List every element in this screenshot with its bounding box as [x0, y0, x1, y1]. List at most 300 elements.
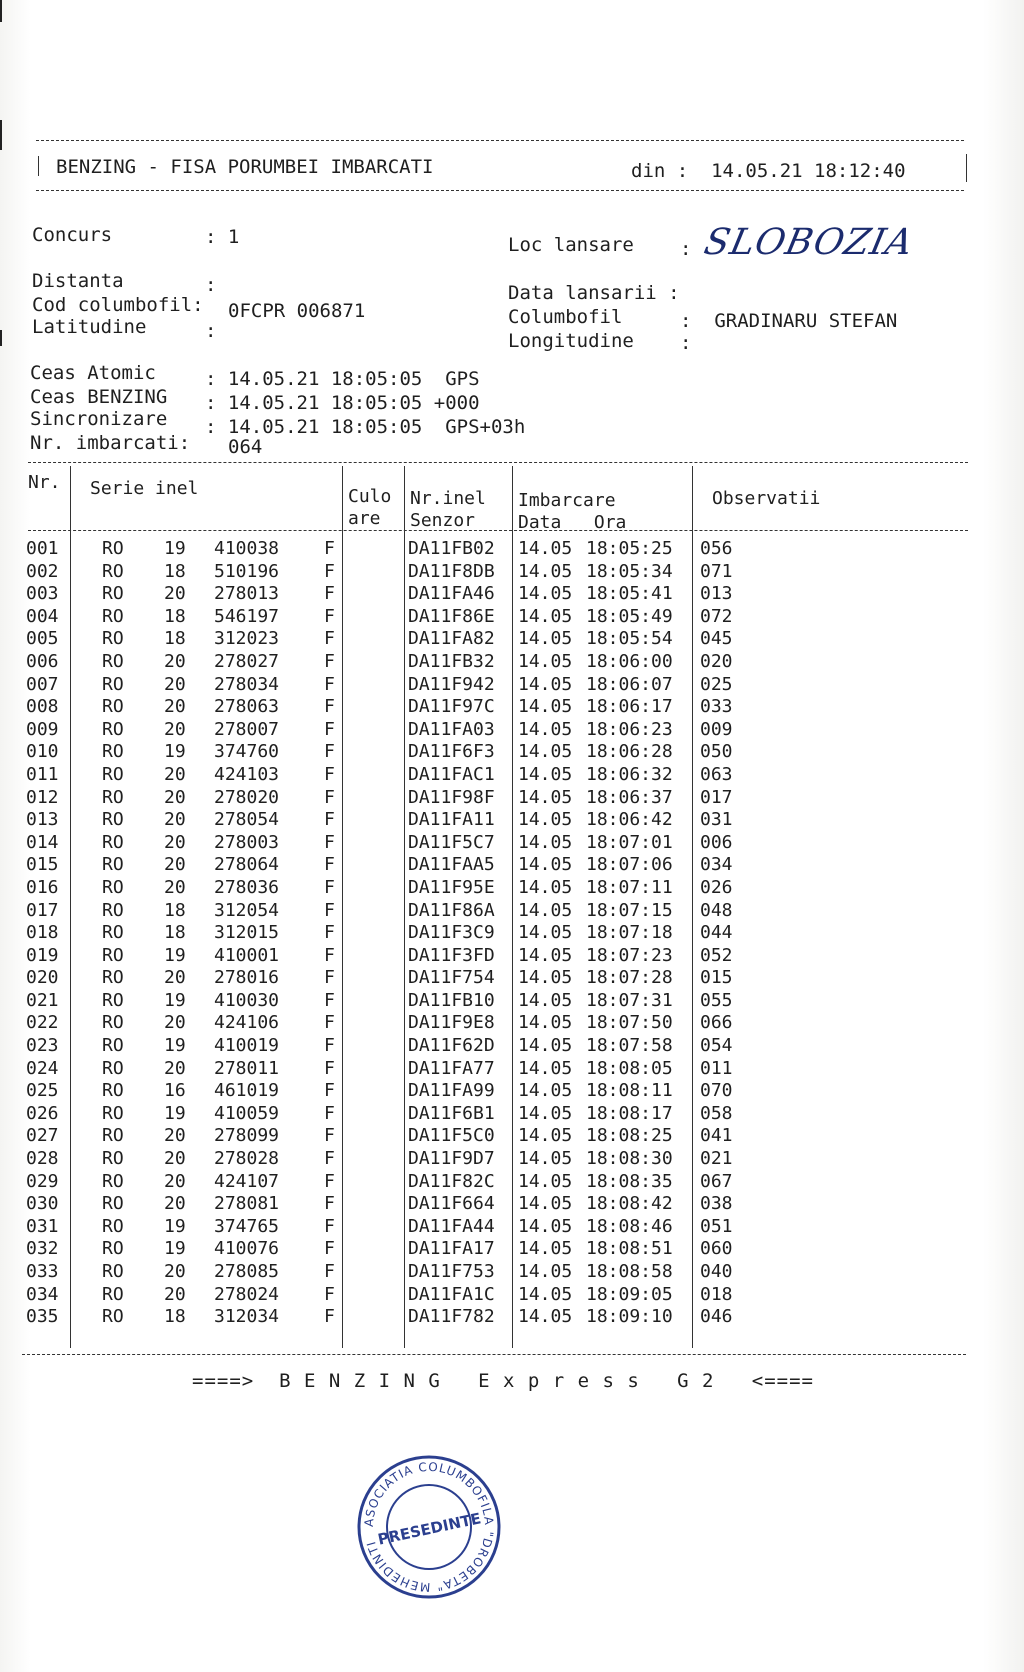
row-year: 20	[164, 763, 186, 785]
row-time: 18:05:25	[586, 538, 673, 559]
table-row	[22, 832, 982, 855]
row-observation: 041	[700, 1125, 733, 1147]
table-row	[22, 854, 982, 877]
row-observation: 070	[700, 1080, 733, 1102]
row-nr: 006	[26, 650, 59, 672]
row-country: RO	[102, 854, 124, 876]
row-sensor-id: DA11FA03	[408, 718, 495, 740]
row-nr: 002	[26, 560, 59, 582]
row-year: 20	[164, 1283, 186, 1305]
row-year: 20	[164, 673, 186, 695]
row-time: 18:09:10	[586, 1306, 673, 1328]
row-observation: 072	[700, 605, 733, 627]
row-nr: 010	[26, 741, 59, 763]
row-year: 19	[164, 1215, 186, 1237]
row-date: 14.05	[518, 650, 573, 672]
row-sex: F	[324, 922, 335, 944]
row-sex: F	[324, 854, 335, 876]
table-row	[22, 719, 982, 742]
row-sex: F	[324, 628, 335, 650]
row-sensor-id: DA11F97C	[408, 696, 495, 718]
row-ring-number: 410001	[214, 944, 280, 966]
row-ring-number: 410030	[214, 989, 280, 1011]
row-nr: 008	[26, 696, 59, 718]
row-year: 19	[164, 741, 186, 763]
concurs-value: : 1	[205, 226, 240, 248]
row-country: RO	[102, 763, 124, 785]
row-nr: 024	[26, 1057, 59, 1079]
row-sex: F	[324, 650, 335, 672]
row-observation: 063	[700, 763, 733, 785]
row-sex: F	[324, 1193, 335, 1215]
header-culoare-1: Culo	[348, 486, 392, 507]
row-year: 20	[164, 831, 186, 853]
row-time: 18:07:31	[586, 989, 673, 1011]
stamp-ring-text: ASOCIATIA COLUMBOFILA "DROBETA" MEHEDINTI	[361, 1459, 497, 1595]
table-row	[22, 741, 982, 764]
row-date: 14.05	[518, 605, 573, 627]
row-observation: 067	[700, 1170, 733, 1192]
header-nrinel-2: Senzor	[410, 510, 476, 531]
row-ring-number: 278028	[214, 1148, 280, 1170]
row-ring-number: 510196	[214, 560, 280, 582]
row-nr: 014	[26, 831, 59, 853]
row-ring-number: 312054	[214, 899, 280, 921]
row-year: 18	[164, 1306, 186, 1328]
row-sex: F	[324, 1148, 335, 1170]
row-date: 14.05	[518, 1102, 573, 1124]
row-ring-number: 278036	[214, 876, 280, 898]
row-year: 20	[164, 1012, 186, 1034]
row-sensor-id: DA11F6F3	[408, 741, 495, 763]
row-time: 18:07:01	[586, 831, 673, 853]
row-year: 19	[164, 944, 186, 966]
row-year: 18	[164, 922, 186, 944]
row-country: RO	[102, 809, 124, 831]
row-ring-number: 278003	[214, 831, 280, 853]
association-stamp	[354, 1452, 504, 1602]
loc-lansare-sep: :	[680, 238, 692, 260]
row-sex: F	[324, 944, 335, 966]
row-observation: 033	[700, 696, 733, 718]
table-row	[22, 922, 982, 945]
row-ring-number: 410076	[214, 1238, 280, 1260]
row-observation: 009	[700, 718, 733, 740]
row-sensor-id: DA11F754	[408, 967, 495, 989]
row-nr: 005	[26, 628, 59, 650]
row-observation: 071	[700, 560, 733, 582]
row-observation: 052	[700, 944, 733, 966]
pigeon-table-body	[22, 538, 982, 1329]
row-time: 18:06:23	[586, 718, 673, 740]
row-time: 18:07:18	[586, 922, 673, 944]
row-observation: 055	[700, 989, 733, 1011]
row-ring-number: 312034	[214, 1306, 280, 1328]
latitudine-value: :	[205, 320, 217, 342]
row-nr: 020	[26, 967, 59, 989]
row-time: 18:08:51	[586, 1238, 673, 1260]
row-nr: 031	[26, 1215, 59, 1237]
row-sensor-id: DA11F5C7	[408, 831, 495, 853]
row-ring-number: 278054	[214, 809, 280, 831]
row-country: RO	[102, 989, 124, 1011]
row-time: 18:08:11	[586, 1080, 673, 1102]
row-nr: 028	[26, 1148, 59, 1170]
row-sex: F	[324, 741, 335, 763]
row-observation: 045	[700, 628, 733, 650]
title-bottom-rule	[36, 190, 964, 191]
row-year: 18	[164, 560, 186, 582]
row-sex: F	[324, 538, 335, 559]
cod-columbofil-label: Cod columbofil:	[32, 294, 204, 316]
row-observation: 031	[700, 809, 733, 831]
scan-edge-mark	[0, 120, 2, 150]
row-year: 19	[164, 538, 186, 559]
row-nr: 004	[26, 605, 59, 627]
row-time: 18:06:00	[586, 650, 673, 672]
row-sex: F	[324, 696, 335, 718]
row-sensor-id: DA11F9E8	[408, 1012, 495, 1034]
row-observation: 066	[700, 1012, 733, 1034]
row-nr: 009	[26, 718, 59, 740]
row-nr: 018	[26, 922, 59, 944]
row-observation: 050	[700, 741, 733, 763]
row-ring-number: 278027	[214, 650, 280, 672]
document-title: BENZING - FISA PORUMBEI IMBARCATI	[56, 156, 434, 178]
row-sensor-id: DA11F82C	[408, 1170, 495, 1192]
row-sex: F	[324, 876, 335, 898]
row-nr: 001	[26, 538, 59, 559]
ceas-benzing-value: : 14.05.21 18:05:05 +000	[205, 392, 480, 414]
row-year: 18	[164, 628, 186, 650]
row-nr: 025	[26, 1080, 59, 1102]
row-date: 14.05	[518, 1012, 573, 1034]
row-sex: F	[324, 1283, 335, 1305]
table-row	[22, 1035, 982, 1058]
row-observation: 011	[700, 1057, 733, 1079]
row-time: 18:07:58	[586, 1035, 673, 1057]
row-observation: 015	[700, 967, 733, 989]
row-sex: F	[324, 989, 335, 1011]
row-ring-number: 546197	[214, 605, 280, 627]
row-observation: 025	[700, 673, 733, 695]
loc-lansare-label: Loc lansare	[508, 234, 634, 256]
row-sensor-id: DA11F62D	[408, 1035, 495, 1057]
row-sex: F	[324, 1238, 335, 1260]
row-time: 18:07:11	[586, 876, 673, 898]
row-year: 20	[164, 1170, 186, 1192]
row-date: 14.05	[518, 1080, 573, 1102]
row-year: 19	[164, 989, 186, 1011]
row-year: 20	[164, 583, 186, 605]
row-time: 18:05:54	[586, 628, 673, 650]
nr-imbarcati-label: Nr. imbarcati:	[30, 432, 191, 454]
row-date: 14.05	[518, 1215, 573, 1237]
row-date: 14.05	[518, 1125, 573, 1147]
row-observation: 006	[700, 831, 733, 853]
row-ring-number: 278034	[214, 673, 280, 695]
row-sensor-id: DA11F3C9	[408, 922, 495, 944]
row-year: 20	[164, 650, 186, 672]
row-date: 14.05	[518, 1306, 573, 1328]
print-date-value: 14.05.21 18:12:40	[711, 160, 906, 182]
row-sex: F	[324, 899, 335, 921]
row-country: RO	[102, 1261, 124, 1282]
row-date: 14.05	[518, 944, 573, 966]
row-time: 18:05:34	[586, 560, 673, 582]
row-date: 14.05	[518, 763, 573, 785]
table-bottom-rule	[22, 1354, 966, 1355]
row-time: 18:06:07	[586, 673, 673, 695]
header-nrinel-1: Nr.inel	[410, 488, 486, 509]
row-year: 16	[164, 1080, 186, 1102]
table-row	[22, 1148, 982, 1171]
row-observation: 060	[700, 1238, 733, 1260]
row-year: 20	[164, 1148, 186, 1170]
row-date: 14.05	[518, 583, 573, 605]
row-time: 18:07:50	[586, 1012, 673, 1034]
table-row	[22, 1125, 982, 1148]
row-date: 14.05	[518, 831, 573, 853]
row-country: RO	[102, 741, 124, 763]
header-serie-inel: Serie inel	[90, 478, 199, 499]
table-row	[22, 1058, 982, 1081]
row-country: RO	[102, 605, 124, 627]
row-country: RO	[102, 673, 124, 695]
row-sensor-id: DA11F782	[408, 1306, 495, 1328]
row-country: RO	[102, 1148, 124, 1170]
row-nr: 034	[26, 1283, 59, 1305]
row-nr: 019	[26, 944, 59, 966]
row-sensor-id: DA11FA77	[408, 1057, 495, 1079]
row-sensor-id: DA11F942	[408, 673, 495, 695]
row-year: 18	[164, 605, 186, 627]
row-ring-number: 374765	[214, 1215, 280, 1237]
distanta-label: Distanta	[32, 270, 124, 292]
row-year: 19	[164, 1102, 186, 1124]
row-ring-number: 278020	[214, 786, 280, 808]
row-year: 20	[164, 1057, 186, 1079]
row-sex: F	[324, 1306, 335, 1328]
row-date: 14.05	[518, 1148, 573, 1170]
concurs-label: Concurs	[32, 224, 113, 246]
row-date: 14.05	[518, 1057, 573, 1079]
row-country: RO	[102, 1193, 124, 1215]
table-row	[22, 561, 982, 584]
row-sensor-id: DA11F95E	[408, 876, 495, 898]
row-observation: 058	[700, 1102, 733, 1124]
row-year: 20	[164, 876, 186, 898]
row-year: 20	[164, 1261, 186, 1282]
row-date: 14.05	[518, 560, 573, 582]
table-row	[22, 1261, 982, 1284]
row-sex: F	[324, 673, 335, 695]
row-sex: F	[324, 1057, 335, 1079]
row-country: RO	[102, 1102, 124, 1124]
row-date: 14.05	[518, 899, 573, 921]
row-nr: 022	[26, 1012, 59, 1034]
row-nr: 012	[26, 786, 59, 808]
row-observation: 034	[700, 854, 733, 876]
row-sensor-id: DA11F86A	[408, 899, 495, 921]
row-observation: 026	[700, 876, 733, 898]
row-observation: 054	[700, 1035, 733, 1057]
row-observation: 046	[700, 1306, 733, 1328]
row-sensor-id: DA11F9D7	[408, 1148, 495, 1170]
print-date	[631, 160, 906, 182]
row-ring-number: 374760	[214, 741, 280, 763]
row-sensor-id: DA11FB02	[408, 538, 495, 559]
row-country: RO	[102, 876, 124, 898]
row-country: RO	[102, 786, 124, 808]
row-country: RO	[102, 1238, 124, 1260]
row-sensor-id: DA11FA46	[408, 583, 495, 605]
table-row	[22, 583, 982, 606]
ceas-atomic-value: : 14.05.21 18:05:05 GPS	[205, 368, 480, 390]
table-row	[22, 877, 982, 900]
row-date: 14.05	[518, 1283, 573, 1305]
row-sex: F	[324, 1012, 335, 1034]
table-top-rule	[28, 462, 968, 463]
row-ring-number: 410059	[214, 1102, 280, 1124]
table-header-bottom-rule	[28, 530, 968, 531]
table-row	[22, 787, 982, 810]
row-date: 14.05	[518, 628, 573, 650]
row-date: 14.05	[518, 1035, 573, 1057]
row-country: RO	[102, 1080, 124, 1102]
row-ring-number: 278064	[214, 854, 280, 876]
row-country: RO	[102, 899, 124, 921]
row-date: 14.05	[518, 696, 573, 718]
row-date: 14.05	[518, 967, 573, 989]
row-date: 14.05	[518, 718, 573, 740]
row-country: RO	[102, 1035, 124, 1057]
row-nr: 035	[26, 1306, 59, 1328]
row-nr: 015	[26, 854, 59, 876]
row-sensor-id: DA11FA44	[408, 1215, 495, 1237]
row-sex: F	[324, 786, 335, 808]
table-row	[22, 1284, 982, 1307]
row-observation: 021	[700, 1148, 733, 1170]
row-observation: 013	[700, 583, 733, 605]
row-ring-number: 278016	[214, 967, 280, 989]
row-sensor-id: DA11F753	[408, 1261, 495, 1282]
row-time: 18:05:41	[586, 583, 673, 605]
row-nr: 030	[26, 1193, 59, 1215]
row-year: 20	[164, 718, 186, 740]
row-time: 18:08:42	[586, 1193, 673, 1215]
row-date: 14.05	[518, 673, 573, 695]
row-ring-number: 278007	[214, 718, 280, 740]
row-time: 18:08:17	[586, 1102, 673, 1124]
ceas-atomic-label: Ceas Atomic	[30, 362, 156, 384]
row-year: 20	[164, 1125, 186, 1147]
table-row	[22, 674, 982, 697]
row-country: RO	[102, 628, 124, 650]
row-ring-number: 424107	[214, 1170, 280, 1192]
row-time: 18:07:28	[586, 967, 673, 989]
row-date: 14.05	[518, 1193, 573, 1215]
table-row	[22, 1012, 982, 1035]
row-time: 18:06:37	[586, 786, 673, 808]
footer-brand: ====> B E N Z I N G E x p r e s s G 2 <====	[192, 1370, 814, 1392]
row-date: 14.05	[518, 989, 573, 1011]
header-culoare-2: are	[348, 508, 381, 529]
row-country: RO	[102, 967, 124, 989]
row-ring-number: 278081	[214, 1193, 280, 1215]
row-time: 18:08:25	[586, 1125, 673, 1147]
row-sex: F	[324, 1080, 335, 1102]
row-time: 18:05:49	[586, 605, 673, 627]
row-year: 20	[164, 809, 186, 831]
row-nr: 017	[26, 899, 59, 921]
table-row	[22, 606, 982, 629]
row-date: 14.05	[518, 922, 573, 944]
row-nr: 016	[26, 876, 59, 898]
row-ring-number: 461019	[214, 1080, 280, 1102]
columbofil-label: Columbofil	[508, 306, 623, 328]
row-date: 14.05	[518, 1261, 573, 1282]
row-nr: 033	[26, 1261, 59, 1282]
row-sensor-id: DA11F664	[408, 1193, 495, 1215]
row-ring-number: 278099	[214, 1125, 280, 1147]
loc-lansare-handwritten: SLOBOZIA	[700, 222, 918, 263]
row-country: RO	[102, 1012, 124, 1034]
row-nr: 007	[26, 673, 59, 695]
row-time: 18:08:58	[586, 1261, 673, 1282]
row-sex: F	[324, 1215, 335, 1237]
row-ring-number: 424106	[214, 1012, 280, 1034]
row-country: RO	[102, 944, 124, 966]
table-row	[22, 696, 982, 719]
row-country: RO	[102, 718, 124, 740]
row-country: RO	[102, 1283, 124, 1305]
data-lansarii-label: Data lansarii :	[508, 282, 680, 304]
row-year: 20	[164, 786, 186, 808]
row-ring-number: 278013	[214, 583, 280, 605]
row-time: 18:06:32	[586, 763, 673, 785]
row-country: RO	[102, 1057, 124, 1079]
row-country: RO	[102, 1170, 124, 1192]
columbofil-value: : GRADINARU STEFAN	[680, 310, 898, 332]
row-sensor-id: DA11FA17	[408, 1238, 495, 1260]
row-ring-number: 424103	[214, 763, 280, 785]
row-year: 20	[164, 854, 186, 876]
table-row	[22, 1216, 982, 1239]
stamp-center-text: PRESEDINTE	[376, 1509, 483, 1549]
row-sex: F	[324, 831, 335, 853]
row-nr: 029	[26, 1170, 59, 1192]
row-date: 14.05	[518, 741, 573, 763]
latitudine-label: Latitudine	[32, 316, 147, 338]
row-nr: 027	[26, 1125, 59, 1147]
row-sensor-id: DA11FAC1	[408, 763, 495, 785]
table-row	[22, 628, 982, 651]
row-year: 20	[164, 696, 186, 718]
table-row	[22, 990, 982, 1013]
row-nr: 011	[26, 763, 59, 785]
row-sex: F	[324, 1125, 335, 1147]
distanta-value: :	[205, 274, 217, 296]
table-row	[22, 651, 982, 674]
row-ring-number: 410038	[214, 538, 280, 559]
table-row	[22, 1306, 982, 1329]
row-observation: 020	[700, 650, 733, 672]
row-nr: 023	[26, 1035, 59, 1057]
row-observation: 051	[700, 1215, 733, 1237]
row-ring-number: 278011	[214, 1057, 280, 1079]
table-row	[22, 1238, 982, 1261]
